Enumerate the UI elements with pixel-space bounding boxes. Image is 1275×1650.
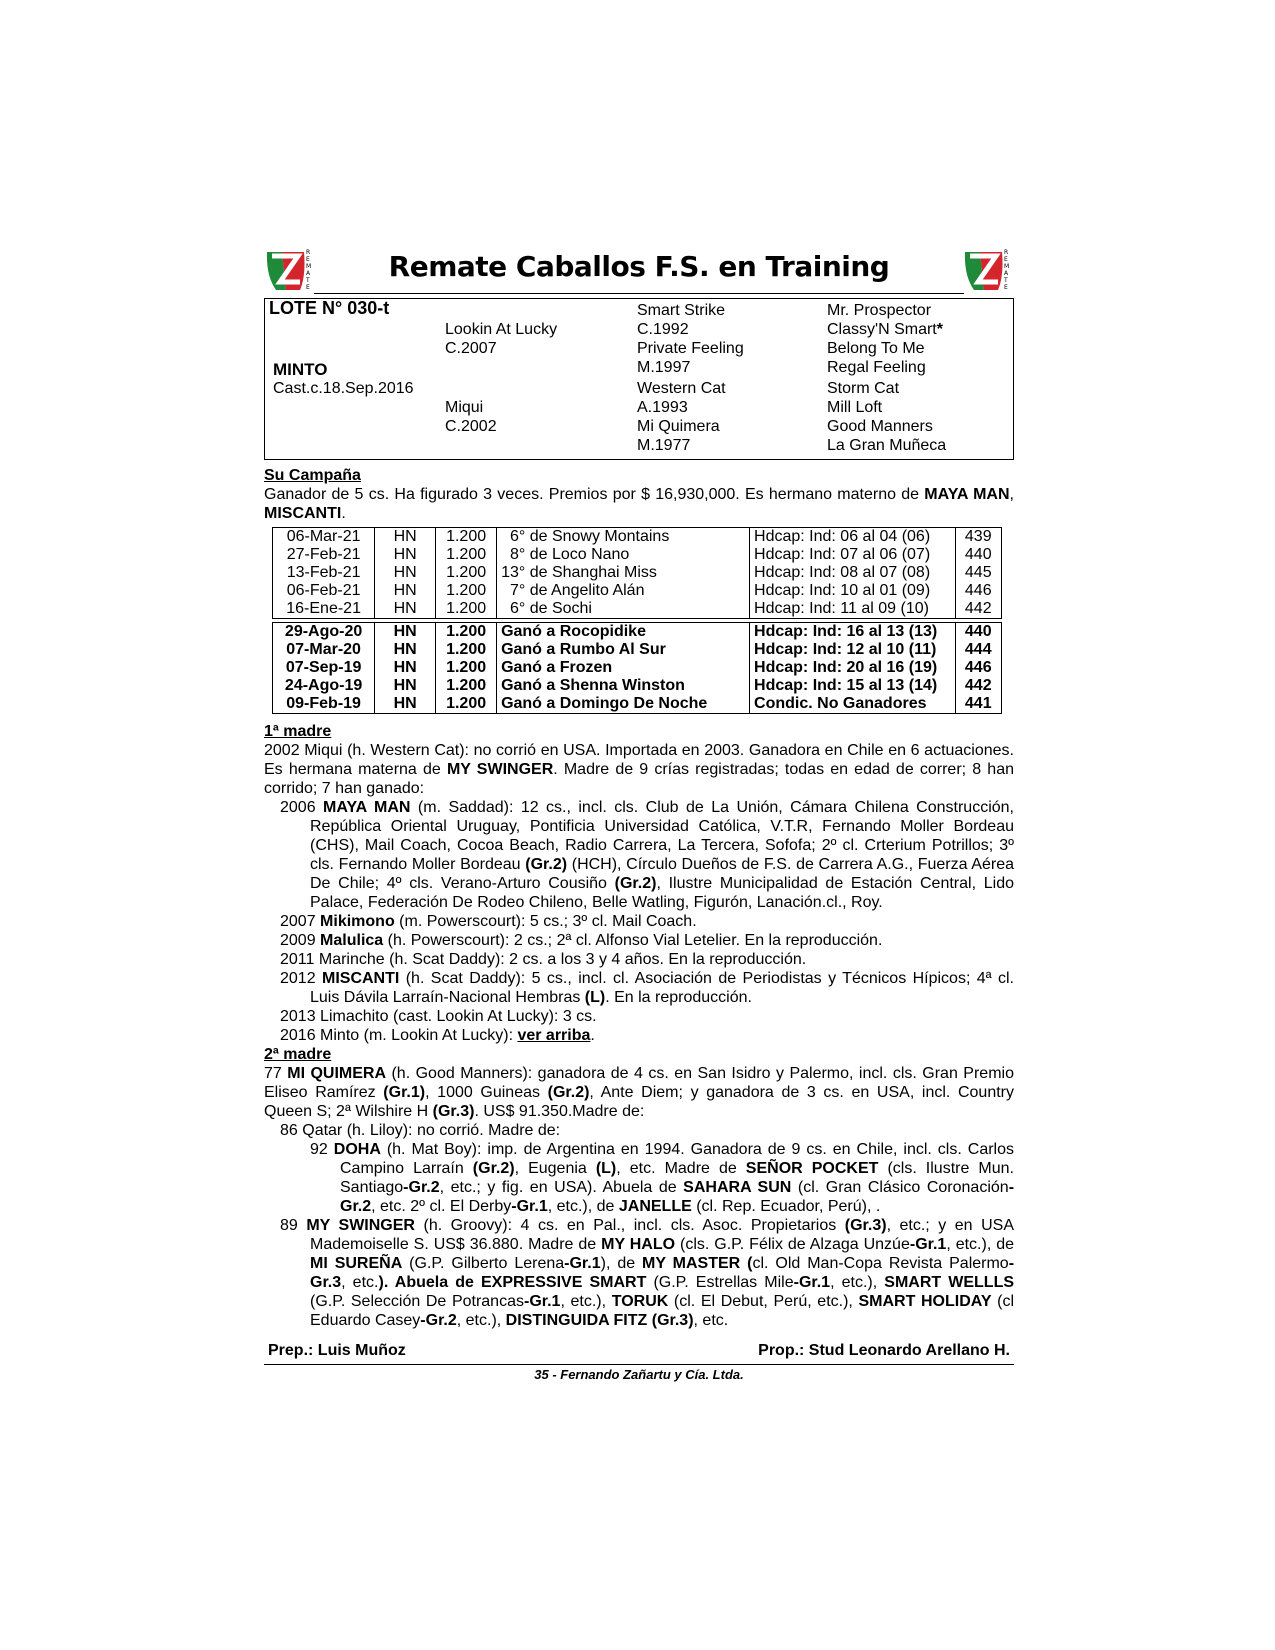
svg-text:A: A (306, 270, 311, 277)
sire-name: Lookin At Lucky (445, 321, 558, 338)
race-date: 07-Sep-19 (273, 659, 375, 677)
race-distance: 1.200 (436, 600, 497, 619)
race-distance: 1.200 (436, 677, 497, 695)
grandparent-4-year: M.1977 (637, 437, 691, 454)
race-condition: Hdcap: Ind: 20 al 16 (19) (750, 659, 955, 677)
svg-text:T: T (306, 277, 310, 284)
ggp-8: La Gran Muñeca (827, 437, 947, 454)
race-date: 06-Feb-21 (273, 582, 375, 600)
grandparent-1: Smart Strike (637, 302, 726, 319)
swinger-entry: 89 MY SWINGER (h. Groovy): 4 cs. en Pal., incl. cls. Asoc. Propietarios (Gr.3), etc.; y en USA Mademoiselle S. US$ 36.880. Madre de MY HALO (cls. G.P. Félix de Alzaga Unzúe-Gr.1, etc.), de MI SUREÑA (G.P. Gilberto Lerena-Gr.1), de MY MASTER (cl. Old Man-Copa Revista Palermo-Gr.3, etc.). Abuela de EXPRESSIVE SMART (G.P. Estrellas Mile-Gr.1, etc.), SMART WELLLS (G.P. Selección De Potrancas-Gr.1, etc.), TORUK (cl. El Debut, Perú, etc.), SMART HOLIDAY (cl Eduardo Casey-Gr.2, etc.), DISTINGUIDA FITZ (Gr.3), etc. (280, 1217, 1015, 1329)
campana-title: Su Campaña (264, 467, 361, 484)
race-condition: Hdcap: Ind: 08 al 07 (08) (750, 564, 955, 582)
race-row (273, 695, 1002, 714)
race-distance: 1.200 (436, 528, 497, 547)
grandparent-2-year: M.1997 (637, 359, 691, 376)
offspring-entry: 2006 MAYA MAN (m. Saddad): 12 cs., incl. cls. Club de La Unión, Cámara Chilena Construcción, República Oriental Uruguay, Pontificia Universidad Católica, V.T.R, Fernando Moller Bordeau (CHS), Mail Coach, Cocoa Beach, Radio Carrera, La Tercera, Sofofa; 2º cl. Crterium Potrillos; 3º cls. Fernando Moller Bordeau (Gr.2) (HCH), Círculo Dueños de F.S. de Carrera A.G., Fuerza Aérea De Chile; 4º cls. Verano-Arturo Cousiño (Gr.2), Ilustre Municipalidad de Estación Central, Lido Palace, Federación De Rodeo Chileno, Belle Watling, Figurón, Lanación.cl., Roy. (280, 799, 1015, 911)
race-weight: 442 (955, 677, 1002, 695)
race-date: 06-Mar-21 (273, 528, 375, 547)
race-row (273, 528, 1002, 547)
race-result: Ganó a Rocopidike (497, 623, 750, 642)
ggp-2: Classy'N Smart* (827, 321, 943, 338)
race-condition: Condic. No Ganadores (750, 695, 955, 714)
svg-text:E: E (306, 256, 310, 263)
race-date: 07-Mar-20 (273, 641, 375, 659)
race-date: 13-Feb-21 (273, 564, 375, 582)
madre2-intro: 77 MI QUIMERA (h. Good Manners): ganadora de 4 cs. en San Isidro y Palermo, incl. cls. Gran Premio Eliseo Ramírez (Gr.1), 1000 Guineas (Gr.2), Ante Diem; y ganadora de 3 cs. en USA, incl. Country Queen S; 2ª Wilshire H (Gr.3). US$ 91.350.Madre de: (264, 1065, 1015, 1120)
race-weight: 439 (955, 528, 1002, 547)
svg-text:M: M (306, 263, 312, 270)
madre1-intro: 2002 Miqui (h. Western Cat): no corrió en USA. Importada en 2003. Ganadora en Chile en 6 actuaciones. Es hermana materna de MY SWINGER. Madre de 9 crías registradas; todas en edad de correr; 8 han corrido; 7 han ganado: (264, 742, 1015, 797)
race-distance: 1.200 (436, 582, 497, 600)
madre1-section (264, 722, 1014, 1045)
prep-label: Prep.: Luis Muñoz (268, 1342, 406, 1359)
race-condition: Hdcap: Ind: 10 al 01 (09) (750, 582, 955, 600)
race-condition: Hdcap: Ind: 16 al 13 (13) (750, 623, 955, 642)
zremates-logo-left (264, 246, 316, 292)
race-track: HN (375, 695, 436, 714)
header (264, 246, 1014, 294)
race-weight: 446 (955, 659, 1002, 677)
race-date: 24-Ago-19 (273, 677, 375, 695)
madre1-offspring-list (264, 798, 1014, 1045)
race-row (273, 641, 1002, 659)
race-track: HN (375, 546, 436, 564)
race-distance: 1.200 (436, 546, 497, 564)
ver-arriba-link[interactable]: ver arriba (517, 1027, 591, 1044)
offspring-entry: 2013 Limachito (cast. Lookin At Lucky): 3 cs. (280, 1008, 597, 1025)
race-result: 7° de Angelito Alán (497, 582, 750, 600)
race-row (273, 677, 1002, 695)
svg-text:T: T (1004, 277, 1008, 284)
ggp-5: Storm Cat (827, 380, 900, 397)
race-condition: Hdcap: Ind: 07 al 06 (07) (750, 546, 955, 564)
race-result: Ganó a Shenna Winston (497, 677, 750, 695)
dam-name: Miqui (445, 399, 484, 416)
ggp-1: Mr. Prospector (827, 302, 932, 319)
page (264, 246, 1014, 1382)
race-condition: Hdcap: Ind: 15 al 13 (14) (750, 677, 955, 695)
lote-number: LOTE N° 030-t (269, 298, 390, 318)
offspring-entry: 2007 Mikimono (m. Powerscourt): 5 cs.; 3º cl. Mail Coach. (280, 913, 697, 930)
zremates-logo-right (962, 246, 1014, 292)
grandparent-2: Private Feeling (637, 340, 744, 357)
grandparent-3-year: A.1993 (637, 399, 688, 416)
page-title: Remate Caballos F.S. en Training (388, 250, 890, 283)
race-date: 09-Feb-19 (273, 695, 375, 714)
race-row (273, 659, 1002, 677)
race-track: HN (375, 582, 436, 600)
grandparent-4: Mi Quimera (637, 418, 720, 435)
footer-rule (264, 1364, 1014, 1365)
race-track: HN (375, 623, 436, 642)
race-weight: 440 (955, 623, 1002, 642)
ggp-4: Regal Feeling (827, 359, 926, 376)
campana-summary: Ganador de 5 cs. Ha figurado 3 veces. Premios por $ 16,930,000. Es hermano materno de MAYA MAN, MISCANTI. (264, 486, 1014, 522)
offspring-entry: 2009 Malulica (h. Powerscourt): 2 cs.; 2ª cl. Alfonso Vial Letelier. En la reproducción. (280, 932, 883, 949)
ggp-6: Mill Loft (827, 399, 883, 416)
ggp-3: Belong To Me (827, 340, 925, 357)
ggp-7: Good Manners (827, 418, 933, 435)
race-distance: 1.200 (436, 623, 497, 642)
race-result: Ganó a Frozen (497, 659, 750, 677)
svg-text:E: E (1004, 284, 1008, 291)
race-condition: Hdcap: Ind: 11 al 09 (10) (750, 600, 955, 619)
race-table-wrap (264, 527, 1014, 714)
race-result: 6° de Snowy Montains (497, 528, 750, 547)
race-row (273, 546, 1002, 564)
race-condition: Hdcap: Ind: 06 al 04 (06) (750, 528, 955, 547)
svg-text:A: A (1004, 270, 1009, 277)
race-weight: 440 (955, 546, 1002, 564)
race-result: Ganó a Domingo De Noche (497, 695, 750, 714)
race-result: 13° de Shanghai Miss (497, 564, 750, 582)
race-date: 29-Ago-20 (273, 623, 375, 642)
race-date: 16-Ene-21 (273, 600, 375, 619)
race-result: 8° de Loco Nano (497, 546, 750, 564)
race-condition: Hdcap: Ind: 12 al 10 (11) (750, 641, 955, 659)
page-footer: 35 - Fernando Zañartu y Cía. Ltda. (534, 1367, 744, 1382)
race-distance: 1.200 (436, 659, 497, 677)
race-weight: 441 (955, 695, 1002, 714)
horse-desc: Cast.c.18.Sep.2016 (273, 380, 414, 397)
offspring-entry: 2016 Minto (m. Lookin At Lucky): ver arriba. (280, 1027, 595, 1044)
race-track: HN (375, 659, 436, 677)
svg-text:R: R (1004, 249, 1009, 256)
title-underline (314, 293, 964, 294)
race-distance: 1.200 (436, 695, 497, 714)
dam-year: C.2002 (445, 418, 497, 435)
madre1-title: 1ª madre (264, 723, 332, 740)
grandparent-3: Western Cat (637, 380, 726, 397)
madre2-section (264, 1045, 1014, 1330)
race-weight: 446 (955, 582, 1002, 600)
race-row (273, 564, 1002, 582)
race-weight: 444 (955, 641, 1002, 659)
pedigree-box (264, 298, 1014, 460)
race-distance: 1.200 (436, 564, 497, 582)
race-result: 6° de Sochi (497, 600, 750, 619)
race-row (273, 623, 1002, 642)
offspring-entry: 2011 Marinche (h. Scat Daddy): 2 cs. a los 3 y 4 años. En la reproducción. (280, 951, 807, 968)
svg-text:E: E (306, 284, 310, 291)
race-row (273, 600, 1002, 619)
race-track: HN (375, 600, 436, 619)
grandparent-1-year: C.1992 (637, 321, 689, 338)
madre2-title: 2ª madre (264, 1046, 332, 1063)
race-track: HN (375, 641, 436, 659)
race-weight: 445 (955, 564, 1002, 582)
footer-credits (264, 1342, 1014, 1360)
race-track: HN (375, 677, 436, 695)
race-track: HN (375, 564, 436, 582)
sire-year: C.2007 (445, 340, 497, 357)
svg-text:M: M (1004, 263, 1010, 270)
svg-text:R: R (306, 249, 311, 256)
horse-name: MINTO (273, 360, 328, 379)
svg-text:E: E (1004, 256, 1008, 263)
prop-label: Prop.: Stud Leonardo Arellano H. (758, 1342, 1010, 1359)
doha-entry: 92 DOHA (h. Mat Boy): imp. de Argentina en 1994. Ganadora de 9 cs. en Chile, incl. cls. Carlos Campino Larraín (Gr.2), Eugenia (L), etc. Madre de SEÑOR POCKET (cls. Ilustre Mun. Santiago-Gr.2, etc.; y fig. en USA). Abuela de SAHARA SUN (cl. Gran Clásico Coronación-Gr.2, etc. 2º cl. El Derby-Gr.1, etc.), de JANELLE (cl. Rep. Ecuador, Perú), . (310, 1141, 1015, 1215)
race-weight: 442 (955, 600, 1002, 619)
race-track: HN (375, 528, 436, 547)
race-date: 27-Feb-21 (273, 546, 375, 564)
race-row (273, 582, 1002, 600)
campana-section (264, 466, 1014, 523)
star-mark: * (936, 321, 943, 338)
qatar-entry: 86 Qatar (h. Liloy): no corrió. Madre de: (280, 1122, 561, 1139)
race-distance: 1.200 (436, 641, 497, 659)
race-table (272, 527, 1002, 714)
offspring-entry: 2012 MISCANTI (h. Scat Daddy): 5 cs., incl. cl. Asociación de Periodistas y Técnicos Hípicos; 4ª cl. Luis Dávila Larraín-Nacional Hembras (L). En la reproducción. (280, 970, 1015, 1006)
race-result: Ganó a Rumbo Al Sur (497, 641, 750, 659)
